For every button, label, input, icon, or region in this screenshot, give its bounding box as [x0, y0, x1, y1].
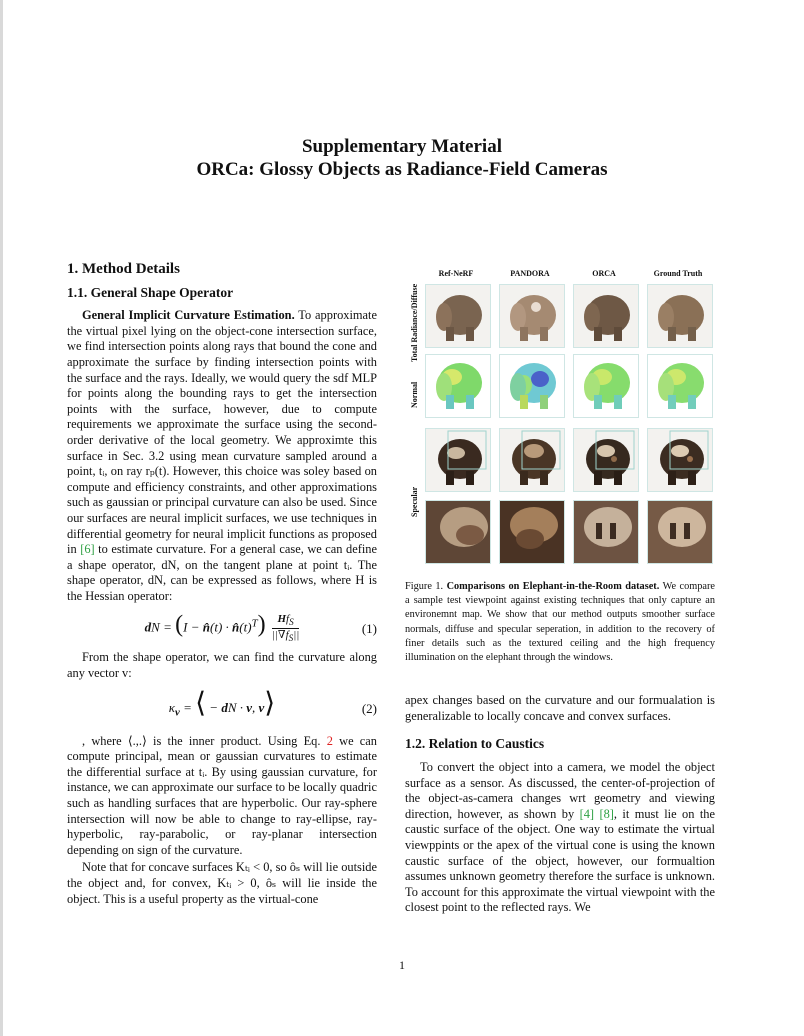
title-line-2: ORCa: Glossy Objects as Radiance-Field Cameras	[196, 159, 608, 180]
page-number: 1	[399, 958, 405, 972]
column-label-ref-nerf: Ref-NeRF	[438, 269, 474, 278]
section-heading-method-details: 1. Method Details	[67, 261, 180, 277]
right-column	[405, 262, 715, 918]
citation-link[interactable]: [8]	[599, 806, 614, 821]
paragraph-shape-operator: From the shape operator, we can find the curvature along any vector v:	[67, 650, 377, 681]
paragraph-caustics	[405, 760, 715, 916]
paragraph-text: we can compute principal, mean or gaussian curvatures to estimate the differential surface at tᵢ. By using gaussian curvature, for instance, we can approximate our surface to be locally quadric such as handling surfaces that are hyperbolic. Our ray-sphere intersection will now be able to change to ray-ellipse, ray-hyperbolic, ray-parabolic, or ray-planar intersection depending on sign of the curvature.	[67, 733, 377, 857]
paragraph-text: To convert the object into a camera, we model the object surface as a sensor. As discussed, the center-of-projection of the object-as-camera changes wrt geometry and viewing direction, however, as shown by	[405, 760, 715, 821]
image-ground-truth-diffuse	[647, 284, 713, 348]
figure-1-caption	[405, 580, 715, 665]
image-pandora-normal	[499, 354, 565, 418]
paragraph-run-in-heading: General Implicit Curvature Estimation.	[82, 308, 295, 323]
image-orca-diffuse	[573, 284, 639, 348]
caption-label: Figure 1.	[405, 581, 444, 592]
paragraph-text: To approximate the virtual pixel lying on the object-cone intersection surface, we find intersection points along rays that bound the cone and approximate the surface by finding intersection points with the surface and the rays. Ideally, we would query the sdf MLP for points along the bounding rays to get the intersection points with the surface, however, due to compute requirements we approximate the surface using the second-order derivative of the local geometry. We approximte this surface in Sec. 3.2 using mean curvature sampled around a point, tᵢ, on ray rₚ(t). However, this choice was soley based on compute and efficiency constraints, and other approximations such as gaussian or principal curvature can also be used. Since our surfaces are neural implicit surfaces, we use techniques in differential geometry for neural implicit functions as proposed in	[67, 308, 378, 557]
image-refnerf-normal	[425, 354, 491, 418]
paper-title	[0, 135, 804, 181]
paragraph-text: , it must lie on the caustic surface of the object. One way to estimate the virtual viewppints or the apex of the virtual cone is using the known caustic surface of the object, however, our formualtion assumes unknown geometry therefore the surface is unknown. To account for this approximate the virtual viewpoint with the closest point to the reflected rays. We	[405, 806, 715, 915]
paragraph-text: to estimate curvature. For a general case, we can define a shape operator, dN, on the tangent plane at point tᵢ. The shape operator, dN, can be expressed as follows, where H is the Hessian operator:	[67, 542, 377, 603]
equation-ref-link[interactable]: 2	[326, 733, 333, 748]
image-orca-normal	[573, 354, 639, 418]
column-label-pandora: PANDORA	[510, 269, 550, 278]
title-line-1: Supplementary Material	[301, 136, 502, 157]
left-column	[67, 262, 377, 909]
row-label-total-radiance: Total Radiance/Diffuse	[410, 283, 419, 362]
equation-1-number: (1)	[361, 620, 377, 636]
image-refnerf-diffuse	[425, 284, 491, 348]
equation-1	[67, 606, 377, 650]
image-pandora-zoom	[499, 500, 565, 564]
citation-link[interactable]: [6]	[80, 542, 95, 557]
equation-2-body: $\kappa_v$ = ⟨ − dN · v, v⟩	[168, 688, 276, 720]
image-orca-specular	[573, 428, 639, 492]
subsection-heading-caustics: 1.2. Relation to Caustics	[405, 736, 545, 752]
paragraph-curvature-estimation	[67, 308, 377, 604]
image-ground-truth-normal	[647, 354, 713, 418]
equation-2	[67, 684, 377, 734]
paragraph-inner-product	[67, 734, 377, 859]
image-refnerf-zoom	[425, 500, 491, 564]
paragraph-text: , where ⟨.,.⟩ is the inner product. Using Eq.	[82, 733, 327, 748]
image-ground-truth-specular	[647, 428, 713, 492]
image-pandora-specular	[499, 428, 565, 492]
row-label-specular: Specular	[410, 486, 419, 517]
image-pandora-diffuse	[499, 284, 565, 348]
column-label-orca: ORCA	[592, 269, 616, 278]
caption-title: Comparisons on Elephant-in-the-Room dataset.	[446, 581, 660, 592]
image-orca-zoom	[573, 500, 639, 564]
image-refnerf-specular	[425, 428, 491, 492]
paragraph-concave-convex: Note that for concave surfaces Kₜᵢ < 0, so ôₛ will lie outside the object and, for convex, Kₜᵢ > 0, ôₛ will lie inside the object. This is a useful property as the virtual-cone	[67, 860, 377, 906]
figure-1-grid	[405, 262, 715, 574]
equation-1-body: dN = (I − n̂(t) · $n̂(t)^T$) $Hf_S$ $||\nabla f_S||$	[144, 611, 300, 644]
row-label-normal: Normal	[410, 381, 419, 408]
paragraph-continuation: apex changes based on the curvature and our formualation is generalizable to locally concave and convex surfaces.	[405, 693, 715, 723]
column-label-ground-truth: Ground Truth	[653, 269, 703, 278]
citation-link[interactable]: [4]	[579, 806, 595, 821]
image-ground-truth-zoom	[647, 500, 713, 564]
equation-2-number: (2)	[361, 700, 377, 716]
caption-text: We compare a sample test viewpoint against existing techniques that only capture an environemnt map. We show that our method outputs smoother surface normals, diffuse and specular seperation, in addition to the recovery of finer details such as the textured ceiling and the high frequency illumination on the elephant through the windows.	[405, 581, 715, 664]
subsection-heading-shape-operator: 1.1. General Shape Operator	[67, 284, 234, 300]
